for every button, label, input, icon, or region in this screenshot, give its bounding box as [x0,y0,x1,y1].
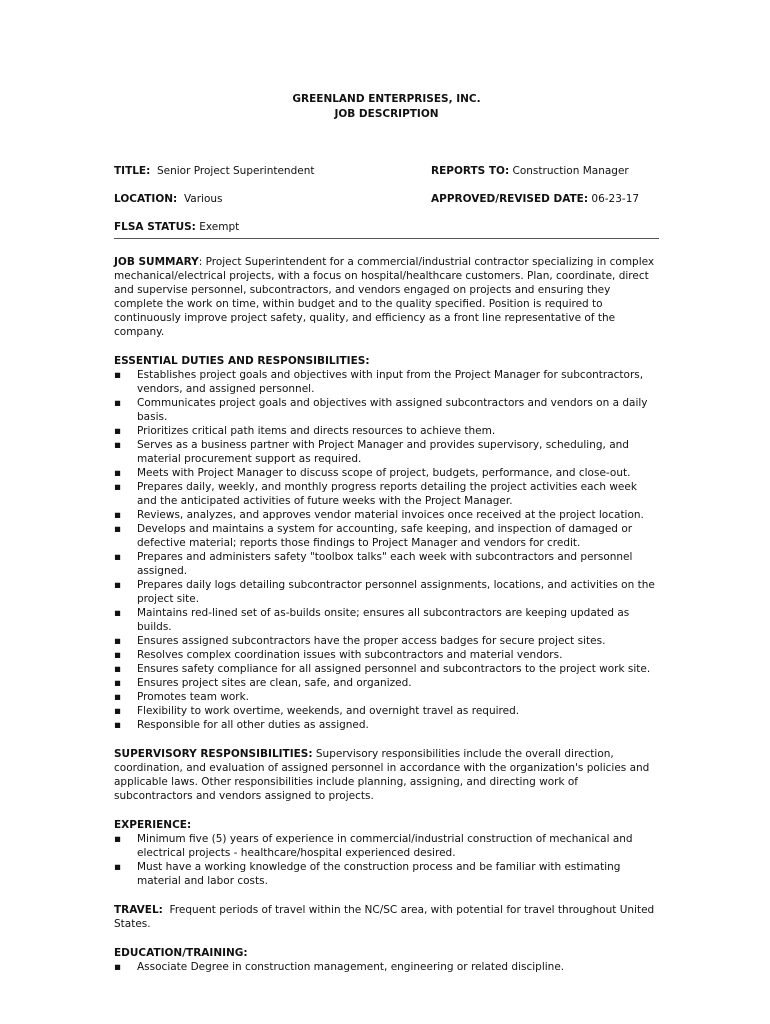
location-row [114,192,659,206]
duty-item [114,368,659,396]
title-value: Senior Project Superintendent [156,165,315,177]
duty-item [114,508,659,522]
reports-to-label: REPORTS TO: [431,165,510,177]
flsa-value: Exempt [199,221,240,233]
duty-item [114,718,659,732]
education-section [114,946,659,974]
education-list [114,960,659,974]
document-type: JOB DESCRIPTION [334,108,439,120]
bullet-icon: ▪ [114,579,122,591]
bullet-icon: ▪ [114,523,122,535]
duty-item [114,676,659,690]
duty-item-text: Maintains red-lined set of as-builds onsite; ensures all subcontractors are keeping updated as builds. [137,607,630,633]
duty-item-text: Establishes project goals and objectives with input from the Project Manager for subcontractors, vendors, and assigned personnel. [137,369,644,395]
experience-list [114,832,659,888]
bullet-icon: ▪ [114,551,122,563]
experience-heading: EXPERIENCE: [114,819,192,831]
job-summary-label: JOB SUMMARY [114,256,199,268]
reports-to-value: Construction Manager [512,165,629,177]
bullet-icon: ▪ [114,439,122,451]
duty-item-text: Ensures safety compliance for all assigned personnel and subcontractors to the project work site. [137,663,651,675]
title-row [114,164,659,178]
duty-item-text: Reviews, analyzes, and approves vendor material invoices once received at the project location. [137,509,644,521]
duty-item [114,648,659,662]
duty-item [114,550,659,578]
bullet-icon: ▪ [114,467,122,479]
duty-item-text: Promotes team work. [137,691,250,703]
bullet-icon: ▪ [114,961,122,973]
bullet-icon: ▪ [114,481,122,493]
title-field [114,165,314,177]
company-name: GREENLAND ENTERPRISES, INC. [292,93,481,105]
bullet-icon: ▪ [114,677,122,689]
bullet-icon: ▪ [114,861,122,873]
bullet-icon: ▪ [114,691,122,703]
duty-item [114,480,659,508]
bullet-icon: ▪ [114,663,122,675]
duty-item [114,466,659,480]
divider-line [114,238,659,239]
bullet-icon: ▪ [114,607,122,619]
bullet-icon: ▪ [114,397,122,409]
duty-item-text: Ensures assigned subcontractors have the proper access badges for secure project sites. [137,635,606,647]
duty-item-text: Prepares daily logs detailing subcontractor personnel assignments, locations, and activities on the project site. [137,579,655,605]
duty-item [114,396,659,424]
flsa-row [114,220,659,234]
experience-item-text: Minimum five (5) years of experience in commercial/industrial construction of mechanical and electrical projects - healthcare/hospital experienced desired. [137,833,633,859]
education-heading: EDUCATION/TRAINING: [114,947,248,959]
bullet-icon: ▪ [114,649,122,661]
supervisory-responsibilities [114,747,659,803]
bullet-icon: ▪ [114,635,122,647]
duty-item-text: Communicates project goals and objectives with assigned subcontractors and vendors on a daily basis. [137,397,648,423]
duty-item [114,424,659,438]
duty-item [114,690,659,704]
bullet-icon: ▪ [114,833,122,845]
duty-item [114,522,659,550]
duty-item [114,662,659,676]
duty-item [114,578,659,606]
location-value: Various [183,193,223,205]
location-field [114,193,223,205]
travel-section [114,903,659,931]
bullet-icon: ▪ [114,719,122,731]
bullet-icon: ▪ [114,509,122,521]
duty-item-text: Develops and maintains a system for accounting, safe keeping, and inspection of damaged or defective material; reports those findings to Project Manager and vendors for credit. [137,523,633,549]
duty-item-text: Flexibility to work overtime, weekends, and overnight travel as required. [137,705,520,717]
experience-item [114,832,659,860]
experience-item-text: Must have a working knowledge of the construction process and be familiar with estimating material and labor costs. [137,861,621,887]
flsa-label: FLSA STATUS: [114,221,196,233]
job-summary-text: : Project Superintendent for a commercial/industrial contractor specializing in complex mechanical/electrical projects, with a focus on hospital/healthcare customers. Plan, coordinate, direct and supervise personnel, subcontractors, and vendors engaged on projects and ensuring they complete the work on time, within budget and to the quality specified. Position is required to continuously improve project safety, quality, and efficiency as a front line representative of the company. [114,256,655,338]
location-label: LOCATION: [114,193,178,205]
duty-item-text: Serves as a business partner with Project Manager and provides supervisory, scheduling, and material procurement support as required. [137,439,629,465]
duty-item [114,438,659,466]
duty-item-text: Meets with Project Manager to discuss scope of project, budgets, performance, and close-out. [137,467,631,479]
duty-item-text: Resolves complex coordination issues with subcontractors and material vendors. [137,649,563,661]
duty-item [114,704,659,718]
duty-item [114,606,659,634]
title-label: TITLE: [114,165,151,177]
job-summary [114,255,659,339]
essential-duties-heading: ESSENTIAL DUTIES AND RESPONSIBILITIES: [114,355,370,367]
supervisory-label: SUPERVISORY RESPONSIBILITIES: [114,748,313,760]
education-item [114,960,659,974]
supervisory-text: Supervisory responsibilities include the overall direction, coordination, and evaluation of assigned personnel in accordance with the organization's policies and applicable laws. Other responsibilities include planning, assigning, and directing work of subcontractors and vendors assigned to projects. [114,748,650,802]
bullet-icon: ▪ [114,369,122,381]
bullet-icon: ▪ [114,425,122,437]
duty-item-text: Ensures project sites are clean, safe, and organized. [137,677,412,689]
travel-text: Frequent periods of travel within the NC/SC area, with potential for travel throughout United States. [114,904,655,930]
essential-duties-list [114,368,659,732]
duty-item-text: Prioritizes critical path items and directs resources to achieve them. [137,425,496,437]
experience-item [114,860,659,888]
duty-item-text: Responsible for all other duties as assigned. [137,719,369,731]
bullet-icon: ▪ [114,705,122,717]
approved-date-label: APPROVED/REVISED DATE: [431,193,589,205]
reports-to-field [431,164,629,178]
approved-date-value: 06-23-17 [591,193,640,205]
experience-section [114,818,659,888]
job-description-document [114,92,659,974]
essential-duties-section [114,354,659,732]
flsa-field [114,221,239,233]
duty-item [114,634,659,648]
travel-label: TRAVEL: [114,904,163,916]
duty-item-text: Prepares and administers safety "toolbox talks" each week with subcontractors and personnel assigned. [137,551,633,577]
duty-item-text: Prepares daily, weekly, and monthly progress reports detailing the project activities each week and the anticipated activities of future weeks with the Project Manager. [137,481,637,507]
education-item-text: Associate Degree in construction management, engineering or related discipline. [137,961,565,973]
approved-date-field [431,192,639,206]
